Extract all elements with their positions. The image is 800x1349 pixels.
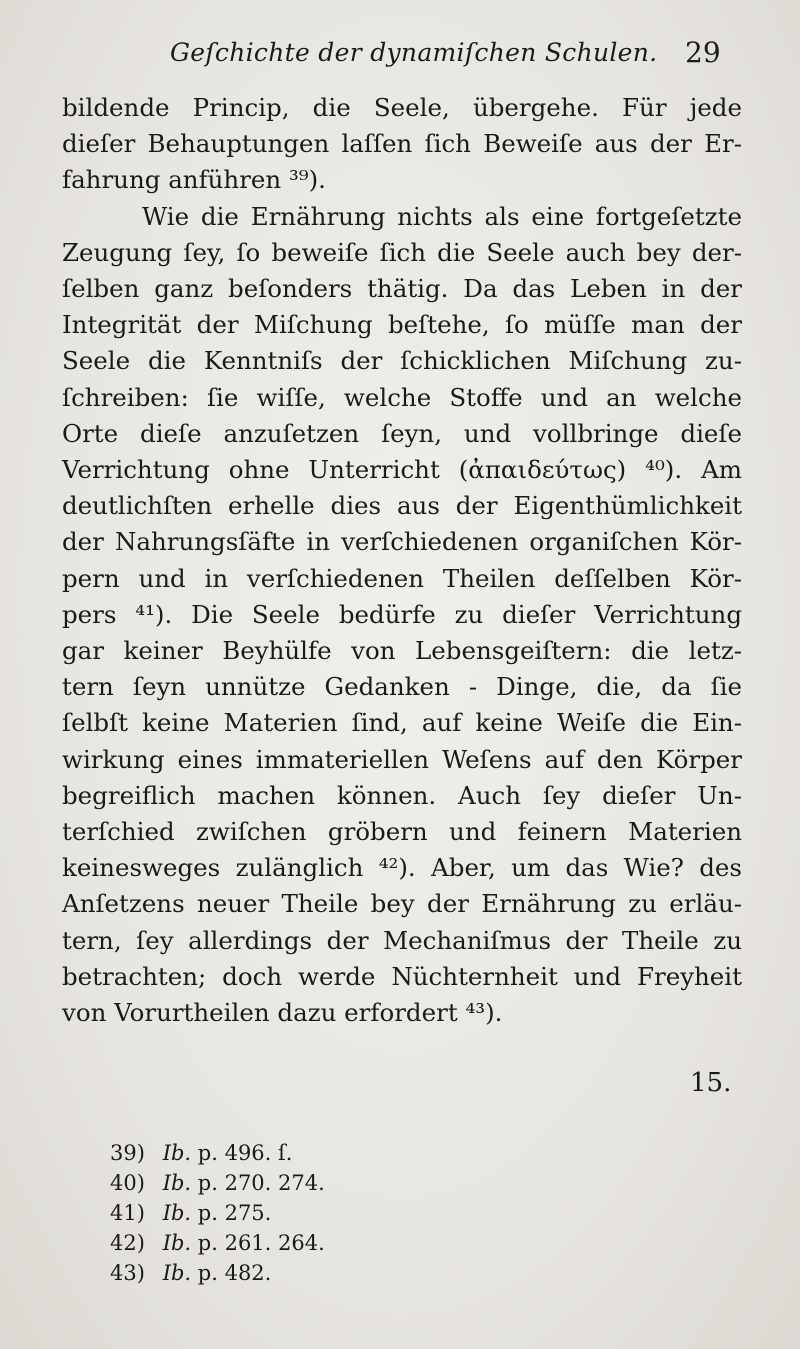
footnote xyxy=(110,1198,325,1228)
text-line: der Nahrungsſäfte in verſchiedenen organiſchen Kör- xyxy=(62,527,742,557)
text-line: von Vorurtheilen dazu erfordert ⁴³). xyxy=(62,998,503,1028)
text-line: Wie die Ernährung nichts als eine fortgeſetzte xyxy=(142,201,742,231)
page-header xyxy=(0,32,800,82)
footnote xyxy=(110,1138,325,1168)
footnote xyxy=(110,1258,325,1288)
footnote-number: 42) xyxy=(110,1231,145,1255)
body-text xyxy=(62,90,742,1031)
running-title: Geſchichte der dynamiſchen Schulen. xyxy=(170,38,658,67)
footnote-text: p. 496. ſ. xyxy=(197,1141,293,1165)
text-line: ſelbſt keine Materien ſind, auf keine Weiſe die Ein- xyxy=(62,708,742,738)
text-line: begreiflich machen können. Auch ſey dieſer Un- xyxy=(62,780,742,810)
page-number: 29 xyxy=(685,36,721,69)
text-line: wirkung eines immateriellen Weſens auf den Körper xyxy=(62,744,742,774)
footnote-text: p. 270. 274. xyxy=(197,1171,325,1195)
text-line: Verrichtung ohne Unterricht (ἀπαιδεύτως) ⁴⁰). Am xyxy=(62,455,742,485)
footnote-text: p. 261. 264. xyxy=(197,1231,325,1255)
footnote xyxy=(110,1228,325,1258)
text-line: Integrität der Miſchung beſtehe, ſo müſſe man der xyxy=(62,310,742,340)
footnote-number: 40) xyxy=(110,1171,145,1195)
text-line: terſchied zwiſchen gröbern und feinern Materien xyxy=(62,817,742,847)
footnote-ref: Ib. xyxy=(162,1261,192,1285)
footnote-number: 41) xyxy=(110,1201,145,1225)
text-line: betrachten; doch werde Nüchternheit und Freyheit xyxy=(62,961,742,991)
footnote xyxy=(110,1168,325,1198)
text-line: Orte dieſe anzuſetzen ſeyn, und vollbringe dieſe xyxy=(62,418,742,448)
text-line: pern und in verſchiedenen Theilen deſſelben Kör- xyxy=(62,563,742,593)
text-line: fahrung anführen ³⁹). xyxy=(62,165,326,195)
text-line: keinesweges zulänglich ⁴²). Aber, um das Wie? des xyxy=(62,853,742,883)
footnote-text: p. 482. xyxy=(197,1261,272,1285)
footnote-ref: Ib. xyxy=(162,1201,192,1225)
text-line: Anſetzens neuer Theile bey der Ernährung zu erläu- xyxy=(62,889,742,919)
catchword: 15. xyxy=(690,1068,732,1098)
footnote-number: 43) xyxy=(110,1261,145,1285)
text-line: pers ⁴¹). Die Seele bedürfe zu dieſer Verrichtung xyxy=(62,599,742,629)
footnote-ref: Ib. xyxy=(162,1231,192,1255)
footnote-number: 39) xyxy=(110,1141,145,1165)
text-line: deutlichſten erhelle dies aus der Eigenthümlichkeit xyxy=(62,491,742,521)
text-line: bildende Princip, die Seele, übergehe. Für jede xyxy=(62,93,742,122)
footnote-text: p. 275. xyxy=(197,1201,272,1225)
text-line: tern ſeyn unnütze Gedanken - Dinge, die, da ſie xyxy=(62,672,742,702)
footnotes xyxy=(110,1138,325,1288)
footnote-ref: Ib. xyxy=(162,1141,192,1165)
text-line: Seele die Kenntniſs der ſchicklichen Miſchung zu- xyxy=(62,346,742,376)
text-line: dieſer Behauptungen laſſen ſich Beweiſe aus der Er- xyxy=(62,129,742,159)
text-line: ſchreiben: ſie wiſſe, welche Stoffe und an welche xyxy=(62,382,742,412)
text-line: Zeugung ſey, ſo beweiſe ſich die Seele auch bey der- xyxy=(62,237,742,267)
text-line: ſelben ganz beſonders thätig. Da das Leben in der xyxy=(62,274,742,304)
text-line: tern, ſey allerdings der Mechaniſmus der Theile zu xyxy=(62,925,742,955)
footnote-ref: Ib. xyxy=(162,1171,192,1195)
text-line: gar keiner Beyhülfe von Lebensgeiſtern: die letz- xyxy=(62,636,742,666)
